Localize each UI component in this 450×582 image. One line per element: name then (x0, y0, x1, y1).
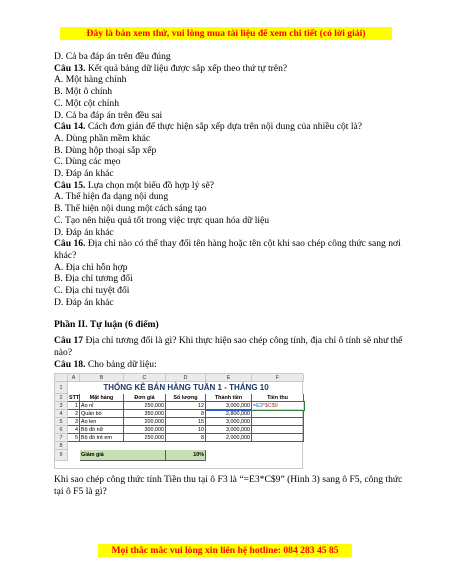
table-header: STT (69, 395, 80, 402)
formula-cell (252, 402, 304, 410)
table-cell: 5 (68, 434, 80, 442)
table-cell (252, 434, 304, 442)
table-cell (252, 426, 304, 434)
formula-part: $C$9 (264, 403, 278, 410)
answer-option (54, 110, 406, 122)
answer-option (54, 191, 406, 203)
question-label: Câu 14. (54, 121, 86, 133)
question-text: Lựa chọn một biểu đồ hợp lý sẽ? (85, 179, 215, 191)
option-text: C. Tạo nên hiệu quả tốt trong việc trực quan hóa dữ liệu (54, 214, 270, 226)
table-cell: 1 (68, 402, 80, 410)
table-header: Tiền thu (252, 394, 304, 402)
column-header: E (206, 374, 252, 382)
table-header: Số lượng (166, 394, 206, 402)
q16-option-a: A. Địa chỉ hỗn hợp (54, 261, 128, 273)
answer-option (54, 156, 406, 168)
question-label: Câu 17 (54, 335, 84, 347)
column-header: F (252, 374, 304, 382)
table-cell (252, 418, 304, 426)
option-text: A. Một hàng chính (54, 74, 127, 86)
document-body (54, 51, 406, 498)
question-line (54, 180, 406, 192)
preview-banner: Đây là bản xem thử, vui lòng mua tài liệu để xem chi tiết (có lời giải) (60, 27, 392, 40)
table-header: Thành tiền (206, 394, 252, 402)
question-text: Cách đơn giản để thực hiện sắp xếp dựa trên nội dung của nhiều cột là? (85, 121, 363, 133)
formula-part: =E3* (253, 403, 265, 410)
column-header: B (80, 374, 124, 382)
question-label: Câu 18. (54, 358, 86, 370)
hotline-banner: Mọi thắc mắc vui lòng xin liên hệ hotline: 084 283 45 85 (98, 544, 352, 557)
option-text: C. Dùng các mẹo (54, 156, 121, 168)
q16-option-d: D. Đáp án khác (54, 296, 114, 308)
row-header: 3 (55, 402, 68, 410)
column-header (55, 374, 68, 382)
table-cell: 3,000,000 (206, 426, 252, 434)
option-text: B. Dùng hộp thoại sắp xếp (54, 144, 157, 156)
row-header: 1 (55, 382, 68, 394)
question-text: Cho bảng dữ liệu: (85, 358, 157, 370)
table-cell (252, 410, 304, 418)
table-cell: 250,000 (124, 434, 166, 442)
question-text: Địa chỉ nào có thể thay đổi tên hàng hoặc tên cột khi sao chép công thức sang nơi khác? (54, 238, 401, 261)
table-cell: 2,800,000 (206, 410, 252, 418)
option-text: B. Thể hiện nội dung một cách sáng tạo (54, 203, 207, 215)
table-cell: 3,000,000 (206, 418, 252, 426)
question-line (54, 121, 406, 133)
q16-option-c: C. Địa chỉ tuyệt đối (54, 285, 130, 297)
answer-option (54, 86, 406, 98)
table-cell: 15 (166, 418, 206, 426)
question-16 (54, 238, 406, 261)
question-line (54, 63, 406, 75)
table-cell: 3 (68, 418, 80, 426)
spreadsheet-image (54, 373, 303, 469)
discount-label: Giảm giá (80, 450, 166, 461)
answer-option (54, 215, 406, 227)
question-18-prompt: Khi sao chép công thức tính Tiền thu tại ô F3 là “=E3*C$9” (Hình 3) sang ô F5, công thức tại ô F5 là gì? (54, 474, 403, 497)
referenced-cell-highlight (206, 402, 252, 410)
row-header: 4 (55, 410, 68, 418)
table-cell: 250,000 (124, 402, 166, 410)
answer-option (54, 203, 406, 215)
table-cell: 3,000,000 (206, 402, 252, 410)
option-text: A. Thể hiện đa dạng nội dung (54, 191, 169, 203)
table-cell: Bộ đồ nữ (80, 426, 124, 434)
table-cell: 300,000 (124, 426, 166, 434)
option-text: D. Đáp án khác (54, 168, 114, 180)
q16-option-b: B. Địa chỉ tương đối (54, 273, 133, 285)
table-cell: 2 (68, 410, 80, 418)
question-17 (54, 335, 406, 358)
question-18 (54, 359, 406, 371)
table-cell: Áo nỉ (80, 402, 124, 410)
table-cell: 10 (166, 426, 206, 434)
answer-option (54, 74, 406, 86)
row-header: 9 (55, 450, 68, 461)
option-text: D. Cả ba đáp án trên đều sai (54, 109, 163, 121)
answer-option (54, 98, 406, 110)
table-cell: Quần bò (80, 410, 124, 418)
sheet-title: THỐNG KÊ BÁN HÀNG TUẦN 1 - THÁNG 10 (103, 383, 269, 393)
question-label: Câu 13. (54, 62, 86, 74)
answer-option (54, 145, 406, 157)
table-cell: 200,000 (124, 418, 166, 426)
section-title: Phần II. Tự luận (6 điểm) (54, 319, 159, 331)
row-header: 2 (55, 394, 68, 402)
question-text: Địa chỉ tương đối là gì? Khi thực hiện sao chép công tính, địa chỉ ô tính sẽ như thế nào? (54, 335, 403, 358)
column-header: D (166, 374, 206, 382)
table-cell: Áo len (80, 418, 124, 426)
table-cell: 4 (68, 426, 80, 434)
answer-option (54, 227, 406, 239)
question-label: Câu 15. (54, 179, 86, 191)
answer-option (54, 168, 406, 180)
row-header: 7 (55, 434, 68, 442)
answer-option (54, 133, 406, 145)
option-text: D. Cả ba đáp án trên đều đúng (54, 51, 171, 62)
questions-13-15 (54, 51, 406, 238)
table-cell: 350,000 (124, 410, 166, 418)
row-header: 8 (55, 442, 68, 450)
table-cell: 12 (166, 402, 206, 410)
discount-value: 10% (166, 450, 206, 461)
table-cell: 2,000,000 (206, 434, 252, 442)
question-label: Câu 16. (54, 238, 86, 250)
option-text: A. Dùng phần mềm khác (54, 132, 151, 144)
table-header: Mặt hàng (80, 394, 124, 402)
table-cell: Bộ đồ trẻ em (80, 434, 124, 442)
row-header: 5 (55, 418, 68, 426)
option-text: D. Đáp án khác (54, 226, 114, 238)
column-header: C (124, 374, 166, 382)
table-cell: 8 (166, 434, 206, 442)
table-header: Đơn giá (124, 394, 166, 402)
answer-option (54, 51, 406, 63)
column-header: A (68, 374, 80, 382)
question-text: Kết quả bảng dữ liệu được sắp xếp theo thứ tự trên? (85, 62, 288, 74)
table-cell: 8 (166, 410, 206, 418)
option-text: B. Một ô chính (54, 86, 113, 98)
row-header: 6 (55, 426, 68, 434)
option-text: C. Một cột chính (54, 97, 120, 109)
